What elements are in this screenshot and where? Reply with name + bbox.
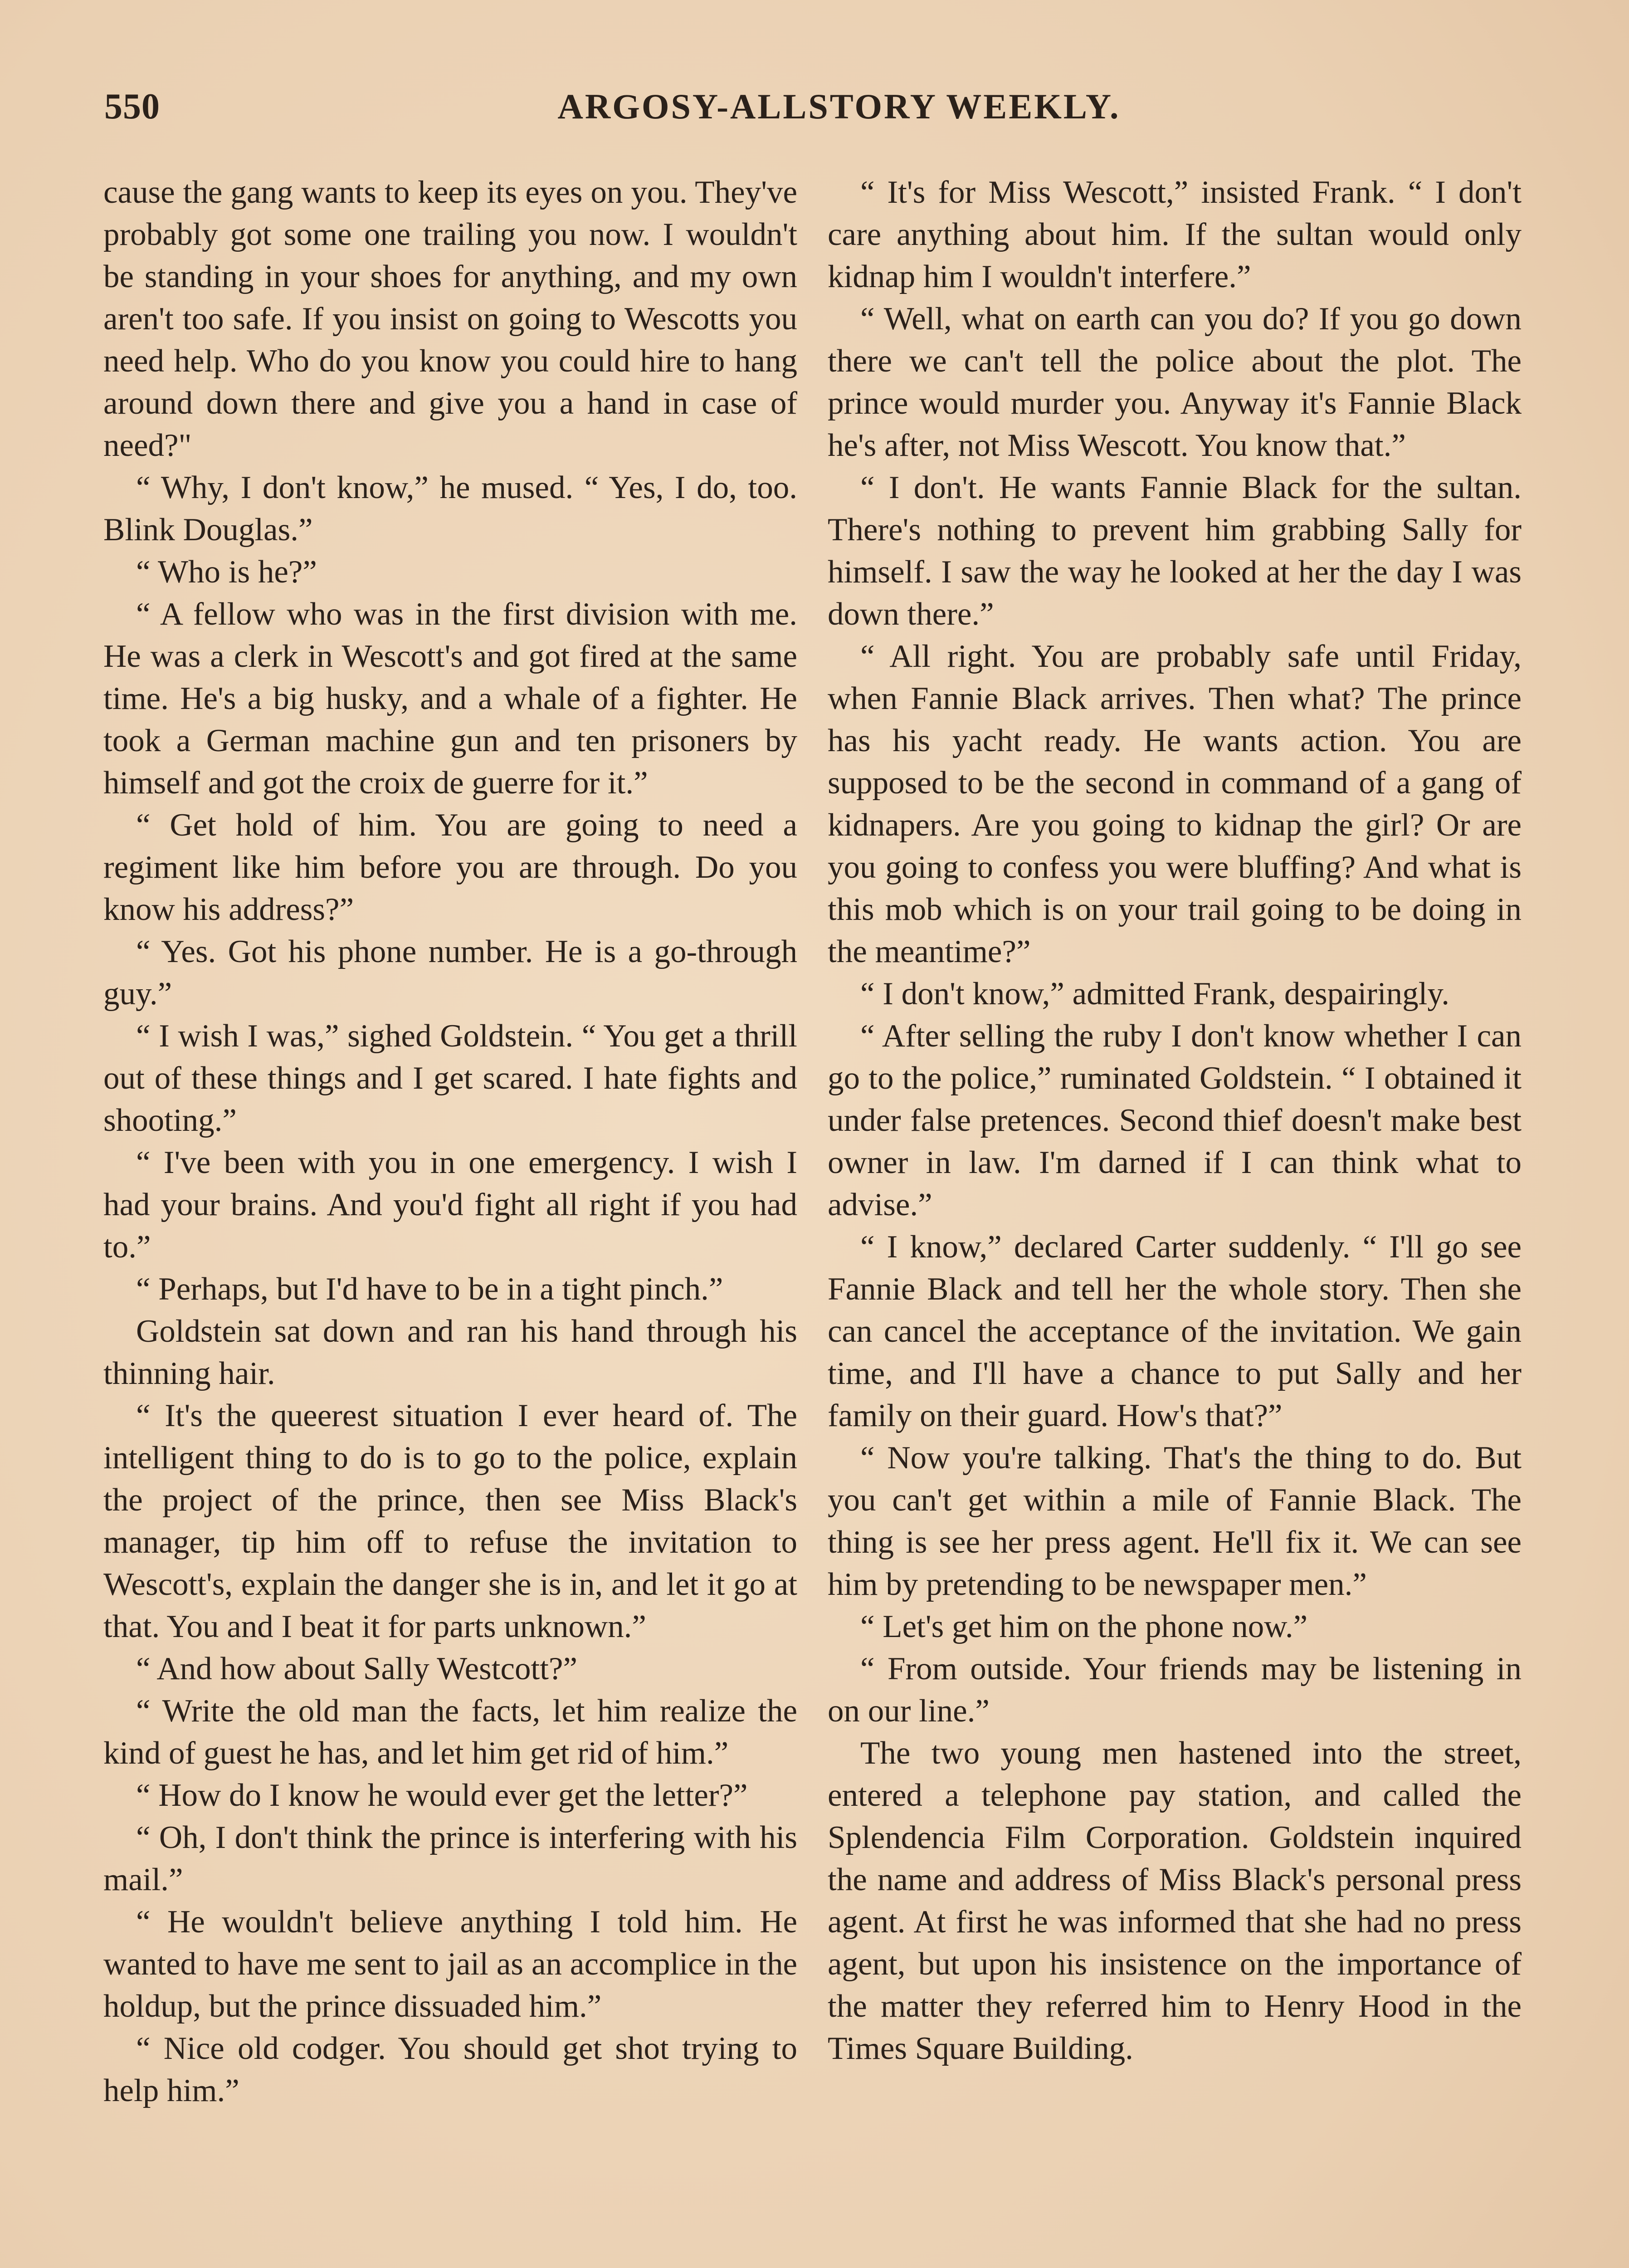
right-column [828,171,1522,2070]
paragraph: “ It's the queerest situation I ever heard of. The intelligent thing to do is to go to the police, explain the project of the prince, then see Miss Black's manager, tip him off to refuse the invitation to Wescott's, explain the danger she is in, and let it go at that. You and I beat it for parts unknown.” [103,1398,797,1644]
paragraph: “ Why, I don't know,” he mused. “ Yes, I do, too. Blink Douglas.” [103,470,797,547]
paragraph: “ I know,” declared Carter suddenly. “ I'll go see Fannie Black and tell her the whole story. Then she can cancel the acceptance of the invitation. We gain time, and I'll have a chance to put Sally and her family on their guard. How's that?” [828,1229,1522,1433]
paragraph: cause the gang wants to keep its eyes on you. They've probably got some one trailing you now. I wouldn't be standing in your shoes for anything, and my own aren't too safe. If you insist on going to Wescotts you need help. Who do you know you could hire to hang around down there and give you a hand in case of need?" [103,175,797,463]
paragraph: “ Well, what on earth can you do? If you go down there we can't tell the police about the plot. The prince would murder you. Anyway it's Fannie Black he's after, not Miss Wescott. You know that.” [828,301,1522,463]
paragraph: “ I wish I was,” sighed Goldstein. “ You get a thrill out of these things and I get scared. I hate fights and shooting.” [103,1018,797,1138]
paragraph: “ He wouldn't believe anything I told him. He wanted to have me sent to jail as an accomplice in the holdup, but the prince dissuaded him.” [103,1904,797,2024]
running-head: ARGOSY-ALLSTORY WEEKLY. [557,87,1121,126]
paragraph: “ How do I know he would ever get the letter?” [136,1778,748,1813]
paragraph: “ Oh, I don't think the prince is interfering with his mail.” [103,1820,797,1897]
paragraph: “ A fellow who was in the first division with me. He was a clerk in Wescott's and got fired at the same time. He's a big husky, and a whale of a fighter. He took a German machine gun and ten prisoners by himself and got the croix de guerre for it.” [103,596,797,801]
paragraph: “ After selling the ruby I don't know whether I can go to the police,” ruminated Goldstein. “ I obtained it under false pretences. Second thief doesn't make best owner in law. I'm darned if I can think what to advise.” [828,1018,1522,1222]
paragraph: “ From outside. Your friends may be listening in on our line.” [828,1651,1522,1729]
paragraph: The two young men hastened into the street, entered a telephone pay station, and called the Splendencia Film Corporation. Goldstein inquired the name and address of Miss Black's personal press agent. At first he was informed that she had no press agent, but upon his insistence on the importance of the matter they referred him to Henry Hood in the Times Square Building. [828,1735,1522,2066]
paragraph: “ And how about Sally Westcott?” [136,1651,577,1686]
paragraph: “ Who is he?” [136,554,317,590]
paragraph: “ I've been with you in one emergency. I wish I had your brains. And you'd fight all right if you had to.” [103,1145,797,1265]
paragraph: “ Let's get him on the phone now.” [860,1609,1308,1644]
page-number: 550 [104,87,160,127]
paragraph: “ Now you're talking. That's the thing to do. But you can't get within a mile of Fannie Black. The thing is see her press agent. He'll fix it. We can see him by pretending to be newspaper men.” [828,1440,1522,1602]
left-column [103,171,797,2112]
paragraph: “ Yes. Got his phone number. He is a go-through guy.” [103,934,797,1012]
paragraph: “ I don't. He wants Fannie Black for the sultan. There's nothing to prevent him grabbing Sally for himself. I saw the way he looked at her the day I was down there.” [828,470,1522,632]
paragraph: Goldstein sat down and ran his hand through his thinning hair. [103,1314,797,1391]
paragraph: “ Perhaps, but I'd have to be in a tight pinch.” [136,1271,723,1307]
paragraph: “ Get hold of him. You are going to need a regiment like him before you are through. Do you know his address?” [103,807,797,927]
paragraph: “ I don't know,” admitted Frank, despairingly. [860,976,1450,1012]
paragraph: “ Nice old codger. You should get shot trying to help him.” [103,2031,797,2108]
paragraph: “ It's for Miss Wescott,” insisted Frank. “ I don't care anything about him. If the sultan would only kidnap him I wouldn't interfere.” [828,175,1522,294]
paragraph: “ Write the old man the facts, let him realize the kind of guest he has, and let him get rid of him.” [103,1693,797,1771]
paragraph: “ All right. You are probably safe until Friday, when Fannie Black arrives. Then what? The prince has his yacht ready. He wants action. You are supposed to be the second in command of a gang of kidnapers. Are you going to kidnap the girl? Or are you going to confess you were bluffing? And what is this mob which is on your trail going to be doing in the meantime?” [828,639,1522,969]
